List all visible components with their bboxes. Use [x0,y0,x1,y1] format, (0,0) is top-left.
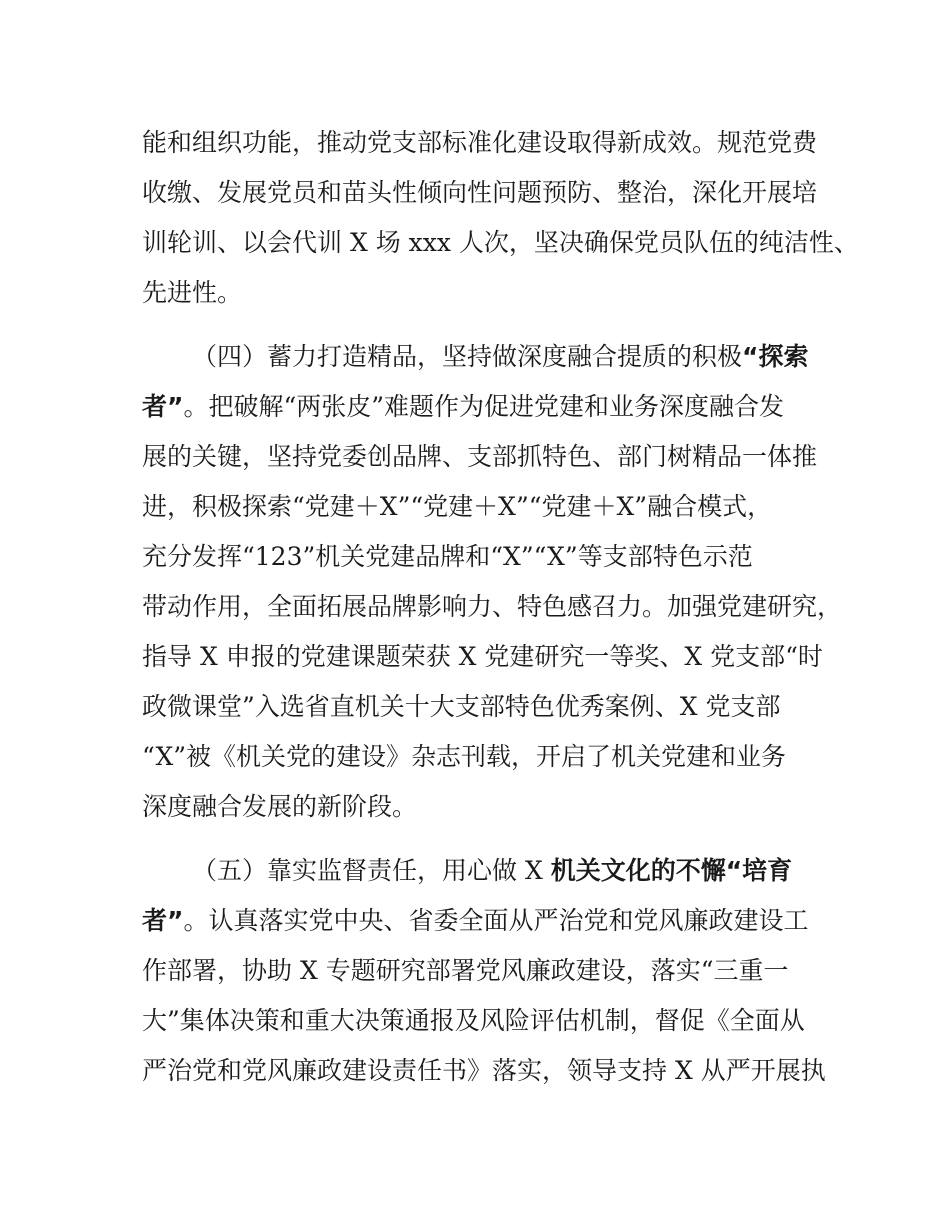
paragraph-3-line-4: 大”集体决策和重大决策通报及风险评估机制，督促《全面从 [142,1006,805,1035]
paragraph-3-heading [192,856,792,886]
paragraph-3-heading-text: （五）靠实监督责任，用心做 X [192,856,551,885]
paragraph-2-line-4: 进，积极探索“党建＋X”“党建＋X”“党建＋X”融合模式， [142,492,773,521]
paragraph-3-line-2-text: 。认真落实党中央、省委全面从严治党和党风廉政建设工 [183,906,809,935]
paragraph-1-line-3: 训轮训、以会代训 X 场 xxx 人次，坚决确保党员队伍的纯洁性、 [142,228,859,257]
paragraph-2-line-9: “X”被《机关党的建设》杂志刊载，开启了机关党建和业务 [142,742,787,771]
paragraph-2-line-3: 展的关键，坚持党委创品牌、支部抓特色、部门树精品一体推 [142,442,818,471]
paragraph-2-line-5: 充分发挥“123”机关党建品牌和“X”“X”等支部特色示范 [142,542,753,571]
paragraph-3-line-3: 作部署，协助 X 专题研究部署党风廉政建设，落实“三重一 [142,956,789,985]
paragraph-2-line-2-text: 。把破解“两张皮”难题作为促进党建和业务深度融合发 [183,392,785,421]
paragraph-2-heading-emphasis: “探索 [742,342,809,371]
paragraph-1-line-1: 能和组织功能，推动党支部标准化建设取得新成效。规范党费 [142,128,818,157]
paragraph-2-heading-text: （四）蓄力打造精品，坚持做深度融合提质的积极 [192,342,743,371]
paragraph-3-heading-emphasis-end: 者” [142,906,184,935]
paragraph-2-line-10: 深度融合发展的新阶段。 [142,792,418,821]
paragraph-2-line-6: 带动作用，全面拓展品牌影响力、特色感召力。加强党建研究， [142,592,843,621]
paragraph-2-heading-emphasis-end: 者” [142,392,184,421]
paragraph-1-line-2: 收缴、发展党员和苗头性倾向性问题预防、整治，深化开展培 [142,178,818,207]
paragraph-3-heading-emphasis: 机关文化的不懈“培育 [550,856,793,885]
paragraph-2-line-2 [142,392,784,422]
paragraph-3-line-2 [142,906,808,936]
paragraph-2-line-8: 政微课堂”入选省直机关十大支部特色优秀案例、X 党支部 [142,692,781,721]
paragraph-1-line-4: 先进性。 [142,278,243,307]
paragraph-2-heading [192,342,808,372]
paragraph-2-line-7: 指导 X 申报的党建课题荣获 X 党建研究一等奖、X 党支部“时 [142,642,823,671]
paragraph-3-line-5: 严治党和党风廉政建设责任书》落实，领导支持 X 从严开展执 [142,1056,826,1085]
